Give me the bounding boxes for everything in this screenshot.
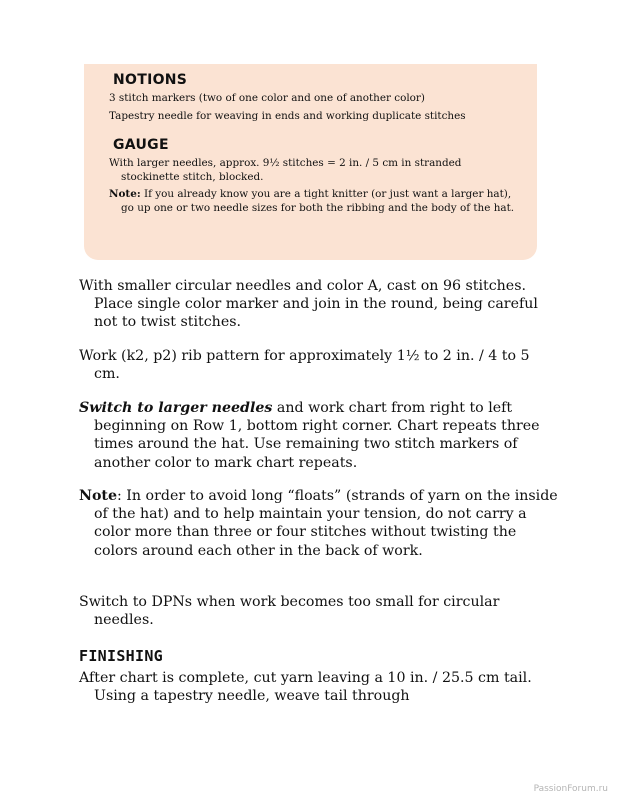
finishing-paragraph <box>79 669 559 705</box>
floats-note-label: Note <box>79 488 118 504</box>
dpn-paragraph <box>79 593 559 629</box>
gauge-note-label: Note: <box>109 188 141 200</box>
gauge-note-text: If you already know you are a tight knitter (or just want a larger hat), go up one or two needle sizes for both the ribbing and the body of the hat. <box>121 188 515 214</box>
gauge-note <box>109 188 523 215</box>
notions-item-markers: 3 stitch markers (two of one color and one of another color) <box>109 92 425 104</box>
gauge-heading: GAUGE <box>113 137 169 153</box>
floats-note-text <box>79 487 559 560</box>
notions-heading: NOTIONS <box>113 72 188 88</box>
gauge-text: With larger needles, approx. 9½ stitches = 2 in. / 5 cm in stranded stockinette stitch, blocked. <box>109 157 462 183</box>
notions-item-needle: Tapestry needle for weaving in ends and working duplicate stitches <box>109 109 466 122</box>
floats-note-body: : In order to avoid long “floats” (strands of yarn on the inside of the hat) and to help maintain your tension, do not carry a color more than three or four stitches without twisting the colors around each other in the back of work. <box>94 488 558 559</box>
floats-note-paragraph <box>79 487 559 560</box>
cast-on-paragraph <box>79 277 559 332</box>
notions-gauge-sidebar <box>84 64 537 260</box>
cast-on-text: With smaller circular needles and color A, cast on 96 stitches. Place single color marker and join in the round, being careful not to twist stitches. <box>79 278 538 331</box>
dpn-text: Switch to DPNs when work becomes too small for circular needles. <box>79 594 500 629</box>
switch-needles-text <box>79 399 559 472</box>
ribbing-paragraph <box>79 347 559 383</box>
switch-needles-emphasis: Switch to larger needles <box>79 400 273 416</box>
watermark: PassionForum.ru <box>533 784 608 794</box>
finishing-heading: FINISHING <box>79 647 163 665</box>
finishing-text: After chart is complete, cut yarn leaving a 10 in. / 25.5 cm tail. Using a tapestry needle, weave tail through <box>79 670 532 705</box>
ribbing-text: Work (k2, p2) rib pattern for approximately 1½ to 2 in. / 4 to 5 cm. <box>79 348 530 383</box>
switch-needles-paragraph <box>79 399 559 472</box>
switch-needles-body: and work chart from right to left beginning on Row 1, bottom right corner. Chart repeats three times around the hat. Use remaining two stitch markers of another color to mark chart repeats. <box>94 400 540 471</box>
finishing-section <box>79 647 559 665</box>
